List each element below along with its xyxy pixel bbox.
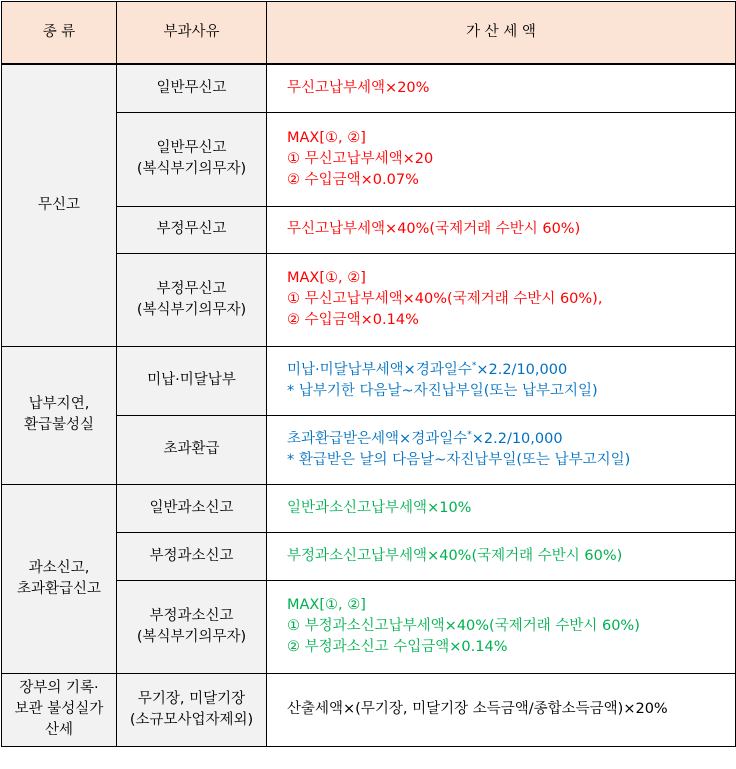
category-cell [2,484,117,673]
text-line: 미납·미달납부 [147,372,236,388]
text-line: 일반무신고 [156,140,227,156]
text-line: 무신고납부세액×40%(국제거래 수반시 60%) [287,221,581,237]
footnote-mark: * [467,429,472,440]
text-line: 장부의 기록· [19,680,99,696]
text-line: 환급불성실 [23,417,95,433]
cause-cell [117,112,267,206]
text-line: ② 수입금액×0.07% [287,171,419,188]
text-line: * 납부기한 다음날~자진납부일(또는 납부고지일) [287,382,598,399]
cause-cell [117,580,267,673]
text-line: MAX[①, ②] [287,129,366,146]
category-cell [2,346,117,484]
text-line: (소규모사업자제외) [129,711,254,728]
penalty-cell [267,673,736,746]
text-line: 초과환급 [163,441,220,457]
text-line: (복식부기의무자) [136,301,247,318]
text-line: 무기장, 미달기장 [137,690,246,707]
text-line: 무신고납부세액×20% [287,79,430,96]
text-line: (복식부기의무자) [136,628,247,645]
category-cell [2,64,117,346]
text-line: 부정무신고 [156,280,227,297]
cause-cell [117,415,267,484]
text-line: 납부지연, [28,396,90,412]
formula-part: ×2.2/10,000 [476,361,568,378]
footnote-mark: * [471,360,477,371]
header-type: 종 류 [2,2,117,65]
text-line: 일반과소신고 [149,499,234,516]
penalty-cell [267,484,736,532]
penalty-cell [267,580,736,673]
text-line: 과소신고, [28,559,90,576]
text-line: ① 무신고납부세액×40%(국제거래 수반시 60%), [287,291,603,307]
formula-part: 초과환급받은세액×경과일수 [287,430,468,447]
header-cause: 부과사유 [117,2,267,65]
cause-cell [117,673,267,746]
penalty-cell [267,112,736,206]
text-line: 부정과소신고 [149,547,234,564]
text-line: 일반무신고 [156,79,227,96]
table-row [2,673,736,746]
table-row [2,64,736,112]
text-line: 부정과소신고 [149,607,234,624]
penalty-cell [267,64,736,112]
text-line: 보관 불성실가 [14,701,104,717]
cause-cell [117,206,267,253]
table-row [2,484,736,532]
tax-penalty-table [1,1,736,747]
text-line: 일반과소신고납부세액×10% [287,499,472,516]
category-cell [2,673,117,746]
cause-cell [117,532,267,580]
text-line: 부정과소신고납부세액×40%(국제거래 수반시 60%) [287,547,623,564]
text-line: 부정무신고 [156,221,227,237]
header-row [2,2,736,65]
text-line: 산출세액×(무기장, 미달기장 소득금액/종합소득금액)×20% [287,701,668,717]
header-penalty: 가 산 세 액 [267,2,736,65]
cause-cell [117,64,267,112]
penalty-cell [267,346,736,415]
table-row [2,346,736,415]
penalty-cell [267,253,736,346]
text-line: ② 수입금액×0.14% [287,312,419,328]
text-line: MAX[①, ②] [287,270,366,286]
text-line: ① 무신고납부세액×20 [287,150,434,167]
cause-cell [117,253,267,346]
cause-cell [117,484,267,532]
text-line: MAX[①, ②] [287,597,366,613]
text-line: * 환급받은 날의 다음날~자진납부일(또는 납부고지일) [287,451,631,468]
text-line: 산세 [44,722,73,738]
penalty-cell [267,532,736,580]
penalty-cell [267,206,736,253]
cause-cell [117,346,267,415]
formula-part: ×2.2/10,000 [471,430,563,447]
formula-part: 미납·미달납부세액×경과일수 [287,361,472,378]
text-line: ② 부정과소신고 수입금액×0.14% [287,639,508,655]
text-line [287,360,735,381]
penalty-cell [267,415,736,484]
text-line [287,429,735,450]
text-line: 초과환급신고 [16,580,102,597]
table-body [2,64,736,746]
text-line: (복식부기의무자) [136,161,247,177]
text-line: ① 부정과소신고납부세액×40%(국제거래 수반시 60%) [287,618,640,634]
text-line: 무신고 [37,196,81,213]
